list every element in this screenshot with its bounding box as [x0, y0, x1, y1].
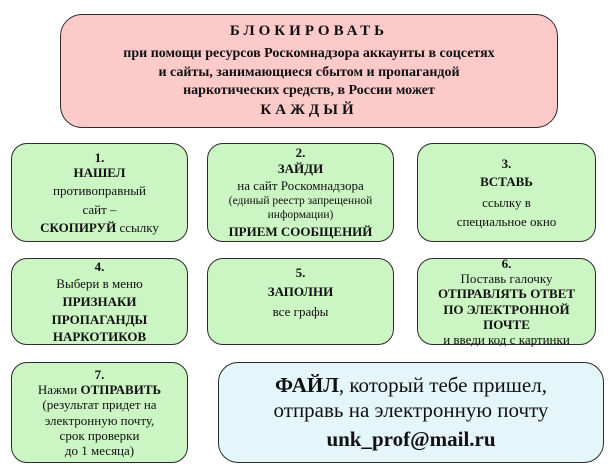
step-4-text-4: НАРКОТИКОВ [52, 329, 147, 344]
header-footer: КАЖДЫЙ [260, 101, 358, 118]
step-5-number: 5. [295, 265, 306, 280]
step-6-text-4: ПОЧТЕ [483, 316, 530, 332]
step-6-text-2: ОТПРАВЛЯТЬ ОТВЕТ [437, 286, 576, 302]
step-7-text-5: до 1 месяца) [64, 443, 135, 459]
step-6-text-1: Поставь галочку [460, 270, 553, 286]
final-line-1-rest: , который тебе пришел, [338, 373, 547, 398]
step-1-box [11, 143, 188, 242]
step-2-title: ЗАЙДИ [277, 160, 324, 176]
step-1-link-word: ссылку [116, 219, 159, 235]
step-1-number: 1. [94, 149, 105, 165]
header-line-2: и сайты, занимающиеся сбытом и пропагандой [158, 64, 460, 80]
header-line-1: при помощи ресурсов Роскомнадзора аккаунты в соцсетях [123, 46, 495, 62]
step-4-box [11, 258, 188, 345]
step-4-text-1: Выбери в меню [56, 276, 143, 292]
step-5-text-1: все графы [272, 303, 329, 319]
step-6-text-3: ПО ЭЛЕКТРОННОЙ [443, 301, 570, 317]
header-box [60, 14, 558, 128]
step-2-text-3: информации) [267, 208, 334, 221]
step-4-number: 4. [94, 258, 105, 274]
step-7-send-word: ОТПРАВИТЬ [80, 381, 162, 397]
step-7-text-1 [38, 382, 161, 397]
step-1-text-3 [40, 220, 159, 235]
step-7-text-4: срок проверки [59, 427, 140, 443]
step-7-text-3: электронную почту, [44, 412, 155, 428]
step-2-box [207, 143, 394, 242]
step-5-title: ЗАПОЛНИ [267, 284, 334, 300]
step-4-text-3: ПРОПАГАНДЫ [51, 311, 148, 327]
step-1-text-2: сайт – [82, 201, 117, 217]
step-7-press-word: Нажми [37, 381, 81, 397]
step-6-box [417, 255, 596, 348]
final-file-word: ФАЙЛ [275, 373, 339, 398]
step-7-number: 7. [94, 366, 105, 382]
step-7-text-2: (результат придет на [42, 397, 157, 413]
step-3-text-1: ссылку в [482, 194, 531, 210]
step-1-text-1: противоправный [53, 183, 146, 199]
step-1-copy-word: СКОПИРУЙ [40, 219, 117, 235]
step-6-number: 6. [501, 255, 512, 271]
step-3-number: 3. [501, 155, 512, 171]
header-line-3: наркотических средств, в России может [183, 83, 435, 99]
step-7-box [11, 362, 188, 463]
final-line-2: отправь на электронную почту [273, 398, 549, 423]
final-box [218, 362, 604, 463]
step-5-box [207, 258, 394, 345]
step-3-title: ВСТАВЬ [480, 174, 533, 190]
step-2-text-1: на сайт Роскомнадзора [237, 177, 364, 193]
step-4-text-2: ПРИЗНАКИ [62, 294, 137, 310]
step-2-text-4: ПРИЕМ СООБЩЕНИЙ [228, 224, 373, 240]
step-6-text-5: и введи код с картинки [443, 332, 570, 348]
step-3-box [417, 143, 596, 242]
step-2-text-2: (единый реестр запрещенной [228, 195, 373, 208]
final-line-1 [275, 373, 547, 398]
header-title: БЛОКИРОВАТЬ [229, 22, 389, 39]
step-2-number: 2. [295, 145, 306, 161]
step-1-title: НАШЕЛ [73, 165, 126, 180]
step-3-text-2: специальное окно [456, 213, 557, 229]
final-email: unk_prof@mail.ru [326, 426, 496, 451]
